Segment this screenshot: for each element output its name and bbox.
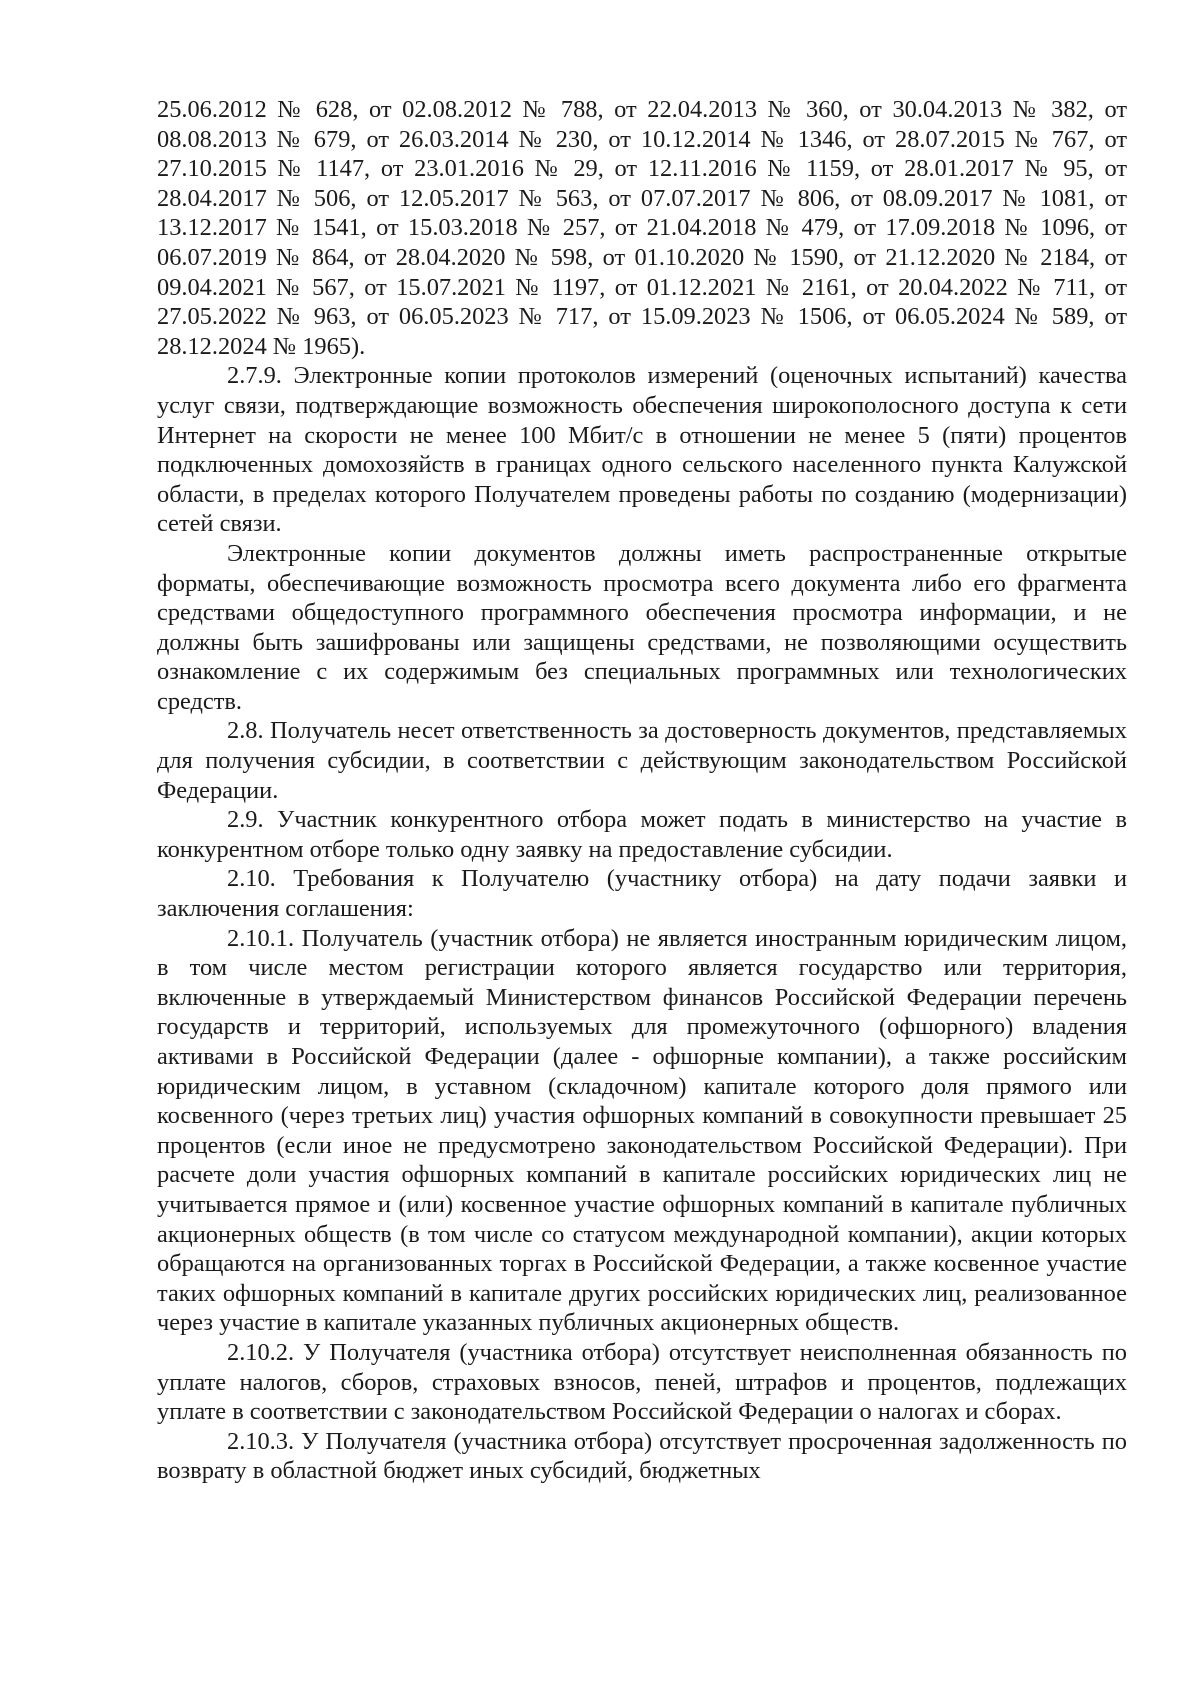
paragraph-2-10: 2.10. Требования к Получателю (участнику отбора) на дату подачи заявки и заключения соглашения:: [157, 865, 1127, 923]
paragraph-2-10-2: 2.10.2. У Получателя (участника отбора) отсутствует неисполненная обязанность по уплате налогов, сборов, страховых взносов, пеней, штрафов и процентов, подлежащих уплате в соответствии с законодательством Российской Федерации о налогах и сборах.: [157, 1338, 1127, 1426]
paragraph-2-10-1: 2.10.1. Получатель (участник отбора) не является иностранным юридическим лицом, в том числе местом регистрации которого является государство или территория, включенные в утверждаемый Министерством финансов Российской Федерации перечень государств и территорий, используемых для промежуточного (офшорного) владения активами в Российской Федерации (далее - офшорные компании), а также российским юридическим лицом, в уставном (складочном) капитале которого доля прямого или косвенного (через третьих лиц) участия офшорных компаний в совокупности превышает 25 процентов (если иное не предусмотрено законодательством Российской Федерации). При расчете доли участия офшорных компаний в капитале российских юридических лиц не учитывается прямое и (или) косвенное участие офшорных компаний в капитале публичных акционерных обществ (в том числе со статусом международной компании), акции которых обращаются на организованных торгах в Российской Федерации, а также косвенное участие таких офшорных компаний в капитале других российских юридических лиц, реализованное через участие в капитале указанных публичных акционерных обществ.: [157, 924, 1127, 1337]
paragraph-2-8: 2.8. Получатель несет ответственность за достоверность документов, представляемых для получения субсидии, в соответствии с действующим законодательством Российской Федерации.: [157, 717, 1127, 804]
document-body: [157, 95, 1127, 1486]
paragraph-electronic-copies-format: Электронные копии документов должны иметь распространенные открытые форматы, обеспечивающие возможность просмотра всего документа либо его фрагмента средствами общедоступного программного обеспечения просмотра информации, и не должны быть зашифрованы или защищены средствами, не позволяющими осуществить ознакомление с их содержимым без специальных программных или технологических средств.: [157, 539, 1127, 715]
paragraph-amendments-list: 25.06.2012 № 628, от 02.08.2012 № 788, от 22.04.2013 № 360, от 30.04.2013 № 382, от 08.08.2013 № 679, от 26.03.2014 № 230, от 10.12.2014 № 1346, от 28.07.2015 № 767, от 27.10.2015 № 1147, от 23.01.2016 № 29, от 12.11.2016 № 1159, от 28.01.2017 № 95, от 28.04.2017 № 506, от 12.05.2017 № 563, от 07.07.2017 № 806, от 08.09.2017 № 1081, от 13.12.2017 № 1541, от 15.03.2018 № 257, от 21.04.2018 № 479, от 17.09.2018 № 1096, от 06.07.2019 № 864, от 28.04.2020 № 598, от 01.10.2020 № 1590, от 21.12.2020 № 2184, от 09.04.2021 № 567, от 15.07.2021 № 1197, от 01.12.2021 № 2161, от 20.04.2022 № 711, от 27.05.2022 № 963, от 06.05.2023 № 717, от 15.09.2023 № 1506, от 06.05.2024 № 589, от 28.12.2024 № 1965).: [157, 96, 1127, 360]
paragraph-2-10-3: 2.10.3. У Получателя (участника отбора) отсутствует просроченная задолженность по возврату в областной бюджет иных субсидий, бюджетных: [157, 1427, 1127, 1485]
paragraph-2-9: 2.9. Участник конкурентного отбора может подать в министерство на участие в конкурентном отборе только одну заявку на предоставление субсидии.: [157, 806, 1127, 863]
paragraph-2-7-9: 2.7.9. Электронные копии протоколов измерений (оценочных испытаний) качества услуг связи, подтверждающие возможность обеспечения широкополосного доступа к сети Интернет на скорости не менее 100 Мбит/с в отношении не менее 5 (пяти) процентов подключенных домохозяйств в границах одного сельского населенного пункта Калужской области, в пределах которого Получателем проведены работы по созданию (модернизации) сетей связи.: [157, 362, 1127, 538]
